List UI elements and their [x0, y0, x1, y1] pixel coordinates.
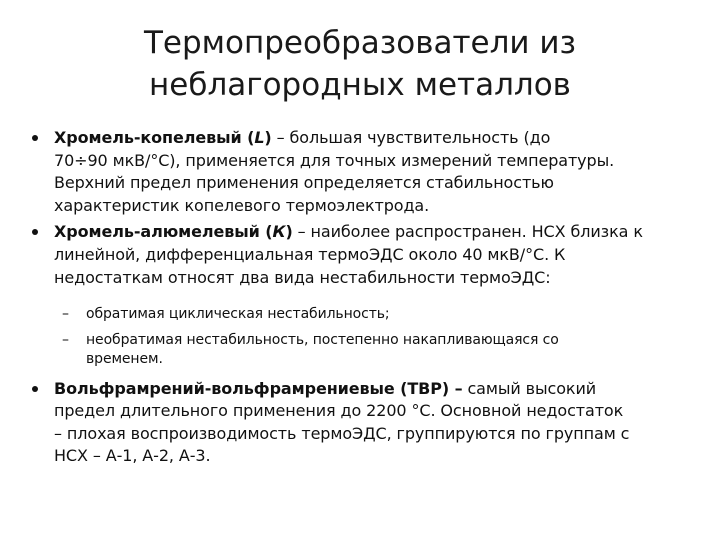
title-line-1: Термопреобразователи из: [143, 25, 577, 61]
bullet-item-chromel-alumel: [30, 221, 700, 289]
sub-item-dash: –: [62, 306, 69, 323]
sub-item-reversible: [30, 305, 700, 325]
title-line-2: неблагородных металлов: [149, 67, 571, 103]
bullet-text: недостаткам относят два вида нестабильности термоЭДС:: [54, 267, 551, 287]
bullet-code: L: [254, 128, 265, 147]
bullet-text: – плохая воспроизводимость термоЭДС, группируются по группам с: [54, 423, 630, 443]
bullet-text: – большая чувствительность (до: [271, 128, 551, 147]
bullet-text: НСХ – А-1, А-2, А-3.: [54, 446, 211, 466]
bullet-text: Верхний предел применения определяется стабильностью: [54, 173, 554, 193]
bullet-text: характеристик копелевого термоэлектрода.: [54, 195, 430, 215]
bullet-item-chromel-copel: [30, 127, 700, 217]
bullet-term: Хромель-копелевый (: [54, 128, 255, 147]
bullet-text: 70÷90 мкВ/°С), применяется для точных измерений температуры.: [54, 150, 615, 170]
bullet-term: Вольфрамрений-вольфрамрениевые (ТВР): [54, 378, 450, 398]
bullet-term: Хромель-алюмелевый (: [54, 222, 273, 242]
bullet-dash: –: [449, 378, 463, 398]
sub-item-text: временем.: [86, 351, 163, 368]
sub-item-text: необратимая нестабильность, постепенно накапливающаяся со: [86, 331, 559, 348]
bullet-text: линейной, дифференциальная термоЭДС около 40 мкВ/°С. К: [54, 244, 566, 264]
bullet-text: – наиболее распространен. НСХ близка к: [292, 222, 643, 242]
bullet-item-tungsten-rhenium: [30, 378, 700, 468]
bullet-text: предел длительного применения до 2200 °С. Основной недостаток: [54, 401, 624, 421]
bullet-term-end: ): [285, 222, 293, 242]
bullet-text: самый высокий: [462, 378, 597, 398]
sub-item-dash: –: [62, 331, 69, 348]
slide-content: [30, 127, 700, 468]
sub-item-text: обратимая циклическая нестабильность;: [86, 306, 390, 323]
sub-item-irreversible: [30, 331, 700, 370]
slide-title: [60, 22, 660, 106]
bullet-term-end: ): [264, 128, 272, 147]
bullet-code: К: [272, 222, 286, 242]
